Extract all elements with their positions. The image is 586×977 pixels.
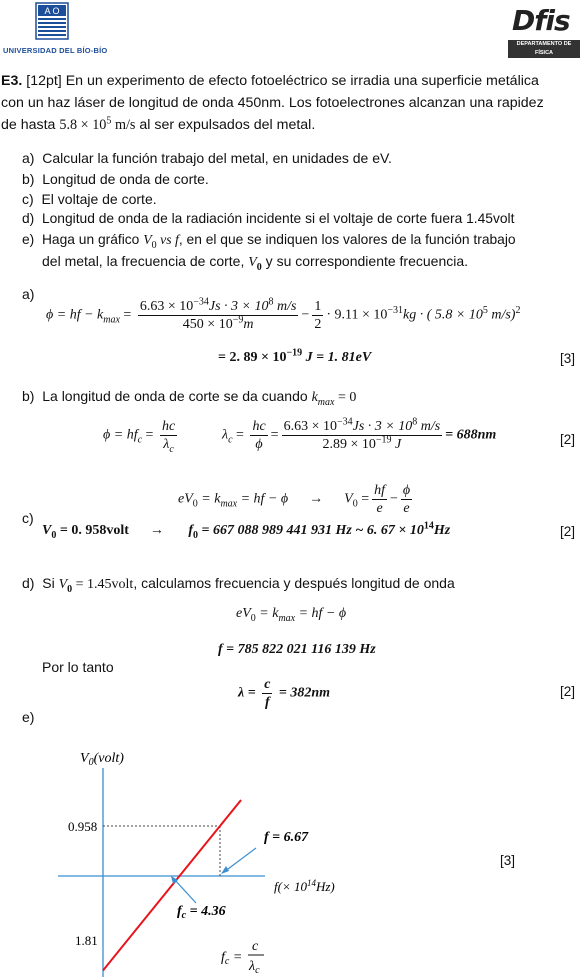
solution-d-eq2: f = 785 822 021 116 139 Hz: [218, 642, 376, 657]
item-c: c) El voltaje de corte.: [22, 191, 157, 207]
university-name: UNIVERSIDAD DEL BÍO-BÍO: [3, 46, 108, 55]
photoelectric-chart: [0, 740, 586, 977]
fc-label: $f_c = 4.36$: [177, 904, 226, 921]
solution-b-mark: [2]: [560, 432, 576, 447]
solution-b-eq1: $\phi = hf_c$ = $\frac{hc}{\lambda_c}$: [103, 419, 176, 455]
solution-d-text: d) Si $V_0$ = 1.45volt, calculamos frecuencia y después longitud de onda: [22, 575, 455, 595]
solution-e-mark: [3]: [500, 853, 516, 868]
svg-text:A O: A O: [44, 6, 60, 16]
problem-line-2: con un haz láser de longitud de onda 450nm. Los fotoelectrones alcanzan una rapidez: [1, 95, 544, 111]
dept-logo: [508, 4, 580, 63]
solution-e-label: e): [22, 709, 35, 725]
solution-d-mark: [2]: [560, 684, 576, 699]
item-b: b) Longitud de onda de corte.: [22, 171, 209, 187]
solution-b-eq2: $\lambda_c$ = $\frac{hc}{\phi}$ = $\frac{6.63 \times 10^{-34}Js \cdot 3 \times 10^8 m/s}{2.89 \times 10^{-19} J}$ = 688nm: [222, 416, 497, 452]
item-a: a) Calcular la función trabajo del metal, en unidades de eV.: [22, 150, 392, 166]
problem-line-3: de hasta $5.8 \times 10^5$ m/s al ser expulsados del metal.: [1, 115, 316, 133]
problem-line-1: E3. [12pt] En un experimento de efecto fotoeléctrico se irradia una superficie metálica: [1, 73, 539, 89]
dept-logo-bar: DEPARTAMENTO DE FÍSICA UNIVERSIDAD DEL BÍO-BÍO: [508, 40, 580, 58]
solution-c-label: c): [22, 510, 34, 526]
solution-c-result: $V_0 = 0$. 958volt → $f_0 = 667$ 088 989 441 931 Hz ~ 6. $67 \times 10^{14}Hz$: [42, 520, 451, 541]
f-arrow-head: [221, 866, 229, 874]
item-d: d) Longitud de onda de la radiación incidente si el voltaje de corte fuera 1.45volt: [22, 211, 515, 226]
f-arrow: [224, 848, 256, 872]
solution-c-eq1: $eV_0 = k_{max}$ = hf − ϕ → $V_0$ = $\frac{hf}{e}$ − $\frac{\phi}{e}$: [178, 483, 411, 516]
solution-a-equation: ϕ = hf − $k_{max}$ = $\frac{6.63 \times 10^{-34}Js \cdot 3 \times 10^8 m/s}{450 \times 10^{-9}m}$ − $\frac{1}{2}$ · $9.11 \times 10^{-31}kg$ · ( $5.8 \times 10^5$ m/s)$^2$: [46, 296, 521, 332]
solution-a-mark: [3]: [560, 351, 576, 366]
x-axis-label: $f(\times 10^{14}Hz)$: [274, 878, 335, 894]
fc-formula-den: $\lambda_c$: [249, 959, 260, 976]
solution-d-eq1: $eV_0 = k_{max}$ = hf − ϕ: [236, 606, 347, 624]
ytick-bottom: 1.81: [75, 933, 98, 948]
university-logo: [35, 2, 69, 42]
item-e-line1: e) Haga un gráfico $V_0$ vs f, en el que se indiquen los valores de la función trabajo: [22, 232, 516, 251]
fc-formula-num: c: [252, 939, 259, 954]
fc-formula-lhs: $f_c$ =: [221, 950, 243, 967]
y-axis-label: $V_0(volt)$: [80, 751, 124, 768]
solution-a-result: = 2. $89 \times 10^{-19}$ J = 1. 81eV: [218, 347, 372, 365]
solution-d-eq3: λ = $\frac{c}{f}$ = 382nm: [238, 677, 331, 710]
ytick-top: 0.958: [68, 819, 98, 834]
solution-a-label: a): [22, 286, 35, 302]
fc-arrow: [174, 879, 196, 903]
solution-c-mark: [2]: [560, 524, 576, 539]
item-e-line2: del metal, la frecuencia de corte, $V_0$ y su correspondiente frecuencia.: [42, 253, 469, 273]
f-label: f = 6.67: [264, 830, 309, 845]
solution-d-por-lo-tanto: Por lo tanto: [42, 659, 114, 675]
solution-b-text: b) La longitud de onda de corte se da cuando $k_{max} = 0$: [22, 388, 357, 408]
dept-logo-text: Dfis: [512, 4, 570, 37]
